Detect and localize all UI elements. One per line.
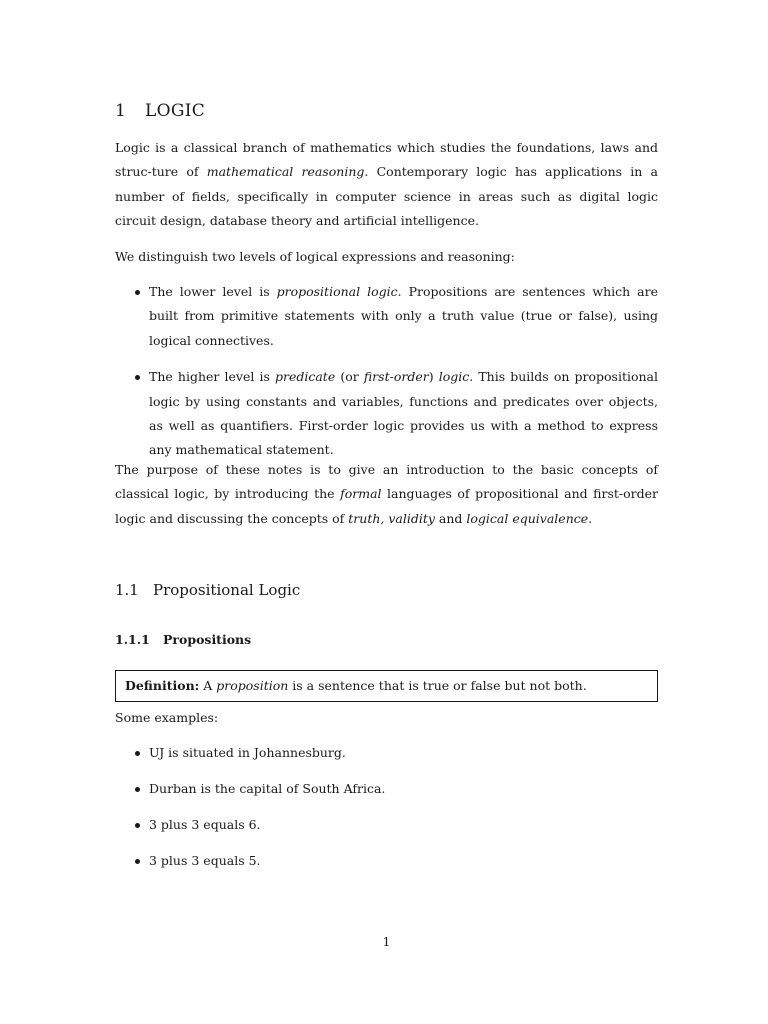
bullet-icon — [135, 290, 140, 295]
subsection-number: 1.1 — [115, 581, 139, 599]
item-emphasis: propositional logic — [276, 284, 398, 299]
purpose-emphasis: logical equivalence — [466, 510, 589, 526]
list-item — [115, 813, 658, 837]
bullet-icon — [135, 375, 140, 380]
levels-intro-paragraph: We distinguish two levels of logical expressions and reasoning: — [115, 249, 515, 264]
item-text: The lower level is — [149, 284, 277, 299]
subsubsection-number: 1.1.1 — [115, 632, 150, 647]
purpose-text-cont: and — [434, 510, 467, 526]
subsubsection-title: Propositions — [163, 632, 252, 647]
purpose-paragraph — [115, 458, 658, 531]
definition-text: A — [199, 678, 217, 693]
example-text: UJ is situated in Johannesburg. — [149, 745, 346, 760]
list-item — [115, 777, 658, 801]
intro-text: Logic is a classical branch of mathematics which studies the foundations, laws and struc-ture of — [115, 140, 658, 180]
item-emphasis: first-order — [363, 369, 429, 385]
purpose-emphasis: formal — [340, 486, 382, 502]
item-emphasis: predicate — [274, 369, 336, 385]
bullet-icon — [135, 787, 140, 792]
example-text: Durban is the capital of South Africa. — [149, 781, 386, 796]
item-text: The higher level is — [149, 369, 275, 385]
section-number: 1 — [115, 101, 127, 121]
definition-term: proposition — [216, 678, 289, 693]
intro-paragraph — [115, 136, 658, 234]
item-text-cont: (or — [335, 369, 364, 385]
bullet-icon — [135, 823, 140, 828]
list-item — [115, 849, 658, 873]
item-text-cont: ) — [428, 369, 439, 385]
examples-list — [115, 741, 658, 873]
subsection-title: Propositional Logic — [153, 581, 301, 599]
bullet-icon — [135, 859, 140, 864]
list-item — [115, 741, 658, 765]
subsubsection-heading — [115, 632, 251, 647]
definition-box — [115, 670, 658, 702]
purpose-text-cont: languages of propositional and first-order logic and discussing the concepts of — [115, 486, 658, 526]
item-text-cont: . This builds on propositional logic by using constants and variables, functions and predicates over objects, as well as quantifiers. First-order logic provides us with a method to express any mathematical statement. — [149, 369, 658, 458]
levels-list — [115, 280, 658, 463]
document-page — [115, 0, 658, 1024]
purpose-text-cont: . — [588, 510, 593, 526]
page-number: 1 — [382, 934, 391, 949]
intro-emphasis: mathematical reasoning — [206, 164, 365, 180]
subsection-heading — [115, 581, 300, 599]
purpose-text: The purpose of these notes is to give an introduction to the basic concepts of classical logic, by introducing the — [115, 462, 658, 502]
section-heading — [115, 101, 205, 121]
example-text: 3 plus 3 equals 6. — [149, 817, 261, 832]
intro-text-cont: . Contemporary logic has applications in a number of fields, specifically in computer science in areas such as digital logic circuit design, database theory and artificial intelligence. — [115, 164, 658, 229]
example-text: 3 plus 3 equals 5. — [149, 853, 261, 868]
list-item — [115, 280, 658, 353]
examples-intro: Some examples: — [115, 710, 219, 725]
definition-text-cont: is a sentence that is true or false but not both. — [288, 678, 587, 693]
section-title: LOGIC — [145, 101, 206, 121]
purpose-emphasis: truth, validity — [348, 510, 435, 526]
bullet-icon — [135, 751, 140, 756]
definition-label: Definition: — [125, 678, 200, 693]
list-item — [115, 365, 658, 463]
item-text-cont: . Propositions are sentences which are built from primitive statements with only a truth value (true or false), using logical connectives. — [149, 284, 658, 348]
item-emphasis: logic — [438, 369, 470, 385]
